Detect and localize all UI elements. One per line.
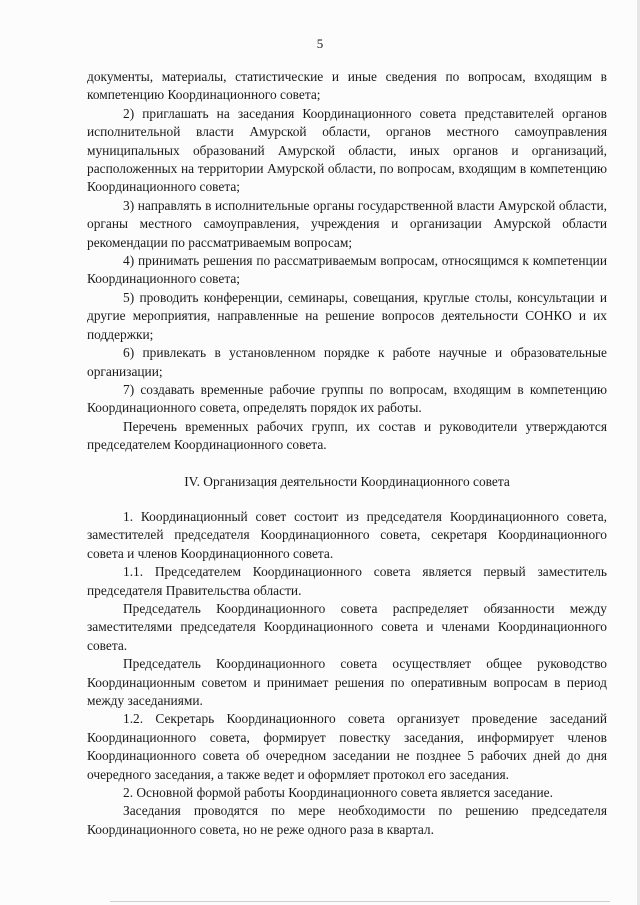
paragraph-item-4: 4) принимать решения по рассматриваемым вопросам, относящимся к компетенции Координационного совета; bbox=[87, 253, 607, 287]
paragraph-composition: 1. Координационный совет состоит из председателя Координационного совета, заместителей председателя Координационного совета, секретаря Координационного совета и членов Координационного совета. bbox=[87, 508, 607, 561]
paragraph-item-3: 3) направлять в исполнительные органы государственной власти Амурской области, органы местного самоуправления, учреждения и организации Амурской области рекомендации по рассматриваемым вопросам; bbox=[87, 197, 607, 250]
paragraph-meetings: Заседания проводятся по мере необходимости по решению председателя Координационного совета, но не реже одного раза в квартал. bbox=[87, 803, 607, 837]
spacer bbox=[87, 491, 607, 508]
paragraph-continuation: документы, материалы, статистические и иные сведения по вопросам, входящим в компетенцию Координационного совета; bbox=[87, 69, 607, 103]
page-number: 5 bbox=[316, 36, 324, 51]
paragraph-duties: Председатель Координационного совета распределяет обязанности между заместителями председателя Координационного совета и членами Координационного совета. bbox=[87, 600, 607, 653]
document-body bbox=[87, 68, 607, 839]
paragraph-item-7: 7) создавать временные рабочие группы по вопросам, входящим в компетенцию Координационного совета, определять порядок их работы. bbox=[87, 381, 607, 416]
paragraph-item-2: 2) приглашать на заседания Координационного совета представителей органов исполнительной власти Амурской области, органов местного самоуправления муниципальных образований Амурской области, иных органов и организаций, расположенных на территории Амурской области, по вопросам, входящим в компетенцию Координационного совета; bbox=[87, 105, 607, 195]
paragraph-chairman: 1.1. Председателем Координационного совета является первый заместитель председателя Правительства области. bbox=[87, 564, 607, 598]
spacer bbox=[87, 455, 607, 473]
paragraph-secretary: 1.2. Секретарь Координационного совета организует проведение заседаний Координационного совета, формирует повестку заседания, информирует членов Координационного совета об очередном заседании не позднее 5 рабочих дней до дня очередного заседания, а также ведет и оформляет протокол его заседания. bbox=[87, 711, 607, 782]
paragraph-working-groups: Перечень временных рабочих групп, их состав и руководители утверждаются председателем Координационного совета. bbox=[87, 418, 607, 453]
paragraph-item-5: 5) проводить конференции, семинары, совещания, круглые столы, консультации и другие мероприятия, направленные на решение вопросов деятельности СОНКО и их поддержки; bbox=[87, 289, 607, 342]
scan-bottom-line bbox=[110, 901, 610, 902]
paragraph-main-form: 2. Основной формой работы Координационного совета является заседание. bbox=[123, 785, 553, 801]
section-heading: IV. Организация деятельности Координационного совета bbox=[184, 473, 510, 489]
paragraph-general-management: Председатель Координационного совета осуществляет общее руководство Координационным советом и принимает решения по оперативным вопросам в период между заседаниями. bbox=[87, 656, 607, 708]
paragraph-item-6: 6) привлекать в установленном порядке к работе научные и образовательные организации; bbox=[87, 345, 607, 379]
